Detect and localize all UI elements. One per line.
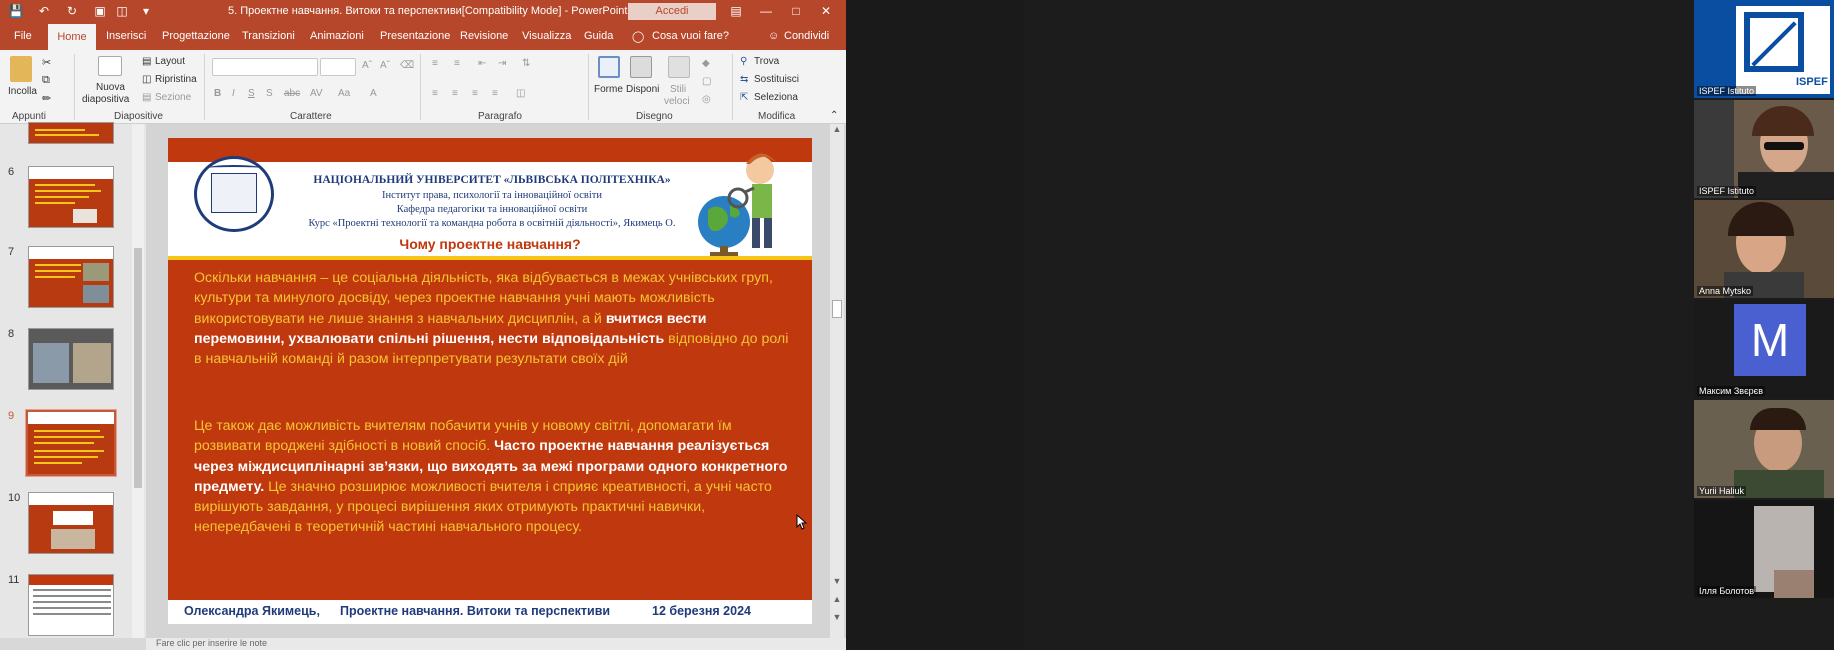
group-slides-label: Diapositive — [114, 111, 163, 122]
notes-placeholder[interactable]: Fare clic per inserire le note — [156, 638, 268, 648]
cut-icon[interactable]: ✂ — [42, 57, 52, 69]
participant-name: Ілля Болотов — [1699, 586, 1755, 596]
section-icon: ▤ — [142, 92, 152, 103]
share-icon: ☺ — [768, 30, 780, 42]
document-title: 5. Проектне навчання. Витоки та перспективи[Compatibility Mode] - PowerPoint — [228, 5, 628, 17]
previous-slide-icon[interactable]: ▲ — [832, 594, 842, 604]
slide-number: 7 — [8, 246, 15, 258]
font-size-box[interactable] — [320, 58, 356, 76]
replace-button[interactable]: Sostituisci — [754, 74, 800, 85]
shrink-font-icon[interactable]: Aˇ — [380, 60, 390, 71]
slide-thumbnails-pane — [0, 124, 146, 638]
slide-header — [168, 138, 812, 260]
slide-number: 6 — [8, 166, 15, 178]
p1-text-a: Оскільки навчання – це соціальна діяльність, яка відбувається в межах учнівських груп, культури та минулого досвіду, через проектне навчання учні мають можливість використовувати не лише знання з навчальних дисциплін, а й — [194, 270, 773, 327]
select-button[interactable]: Seleziona — [754, 92, 798, 103]
new-slide-label-2[interactable]: diapositiva — [82, 94, 130, 105]
participant-name: Anna Mytsko — [1699, 286, 1752, 296]
thumbnails-scrollbar[interactable] — [132, 124, 144, 638]
slide-scrollbar[interactable] — [830, 124, 844, 638]
tab-transitions[interactable]: Transizioni — [242, 30, 295, 42]
slide-number: 8 — [8, 328, 15, 340]
shape-outline-icon[interactable]: ▢ — [702, 76, 712, 87]
tab-insert[interactable]: Inserisci — [106, 30, 147, 42]
participant-name: Yurii Haliuk — [1699, 486, 1745, 496]
tab-design[interactable]: Progettazione — [162, 30, 230, 42]
justify-icon[interactable]: ≡ — [492, 88, 498, 99]
tell-me-box[interactable]: Cosa vuoi fare? — [652, 30, 730, 42]
reset-icon: ◫ — [142, 74, 152, 85]
paragraph-1 — [194, 268, 798, 369]
university-info-box — [296, 170, 688, 238]
slide-question-heading: Чому проектне навчання? — [399, 236, 581, 252]
group-drawing-label: Disegno — [636, 111, 673, 122]
slide-number: 11 — [8, 574, 20, 586]
participant-avatar: M — [1734, 304, 1806, 376]
font-name-box[interactable] — [212, 58, 318, 76]
participant-tile-yurii[interactable] — [1694, 400, 1834, 498]
slide-thumbnail-9[interactable] — [26, 410, 116, 476]
participant-name: ISPEF Istituto — [1699, 86, 1755, 96]
scroll-up-icon[interactable]: ▲ — [832, 124, 842, 134]
minimize-icon[interactable]: — — [760, 4, 772, 18]
layout-button[interactable]: Layout — [155, 56, 186, 67]
numbering-icon[interactable]: ≡ — [454, 58, 460, 69]
slide-number: 10 — [8, 492, 21, 504]
slideshow-icon[interactable]: ◫ — [116, 4, 128, 18]
copy-icon[interactable]: ⧉ — [42, 74, 50, 86]
p1-text-bold: вчитися вести перемовини, ухвалювати спільні рішення, нести відповідальність — [194, 310, 707, 347]
new-slide-label-1[interactable]: Nuova — [96, 82, 125, 93]
quick-styles-label-1[interactable]: Stili — [670, 84, 687, 95]
layout-icon: ▤ — [142, 56, 152, 67]
slide-thumbnail-10[interactable] — [28, 492, 114, 554]
institute-name: Інститут права, психології та інноваційної освіти — [382, 190, 602, 201]
paste-button[interactable]: Incolla — [8, 86, 37, 97]
undo-icon[interactable]: ↶ — [38, 4, 50, 18]
arrange-icon[interactable] — [630, 56, 652, 78]
shapes-icon[interactable] — [598, 56, 620, 78]
participant-tile-ispef[interactable] — [1694, 100, 1834, 198]
format-painter-icon[interactable]: ✏ — [42, 93, 52, 105]
group-editing-label: Modifica — [758, 111, 796, 122]
video-call-panel — [846, 0, 1828, 650]
close-icon[interactable]: ✕ — [820, 4, 832, 18]
italic-icon[interactable]: I — [232, 88, 235, 99]
grow-font-icon[interactable]: Aˆ — [362, 60, 372, 71]
participant-name: ISPEF Istituto — [1699, 186, 1755, 196]
participant-tile-illia[interactable] — [1694, 500, 1834, 598]
arrange-button[interactable]: Disponi — [626, 84, 660, 95]
find-button[interactable]: Trova — [754, 56, 780, 67]
slide-thumbnail-11[interactable] — [28, 574, 114, 636]
maximize-icon[interactable]: □ — [792, 4, 800, 18]
spacing-icon[interactable]: AV — [310, 88, 323, 99]
shapes-button[interactable]: Forme — [594, 84, 623, 95]
paste-icon[interactable] — [10, 56, 32, 82]
columns-icon[interactable]: ◫ — [516, 88, 526, 99]
tab-animations[interactable]: Animazioni — [310, 30, 364, 42]
slide-body — [168, 260, 812, 600]
university-name: НАЦІОНАЛЬНИЙ УНІВЕРСИТЕТ «ЛЬВІВСЬКА ПОЛІТЕХНІКА» — [313, 174, 671, 186]
strike-icon[interactable]: abc — [284, 88, 301, 99]
notes-pane[interactable] — [146, 638, 846, 650]
slide-thumbnail-7[interactable] — [28, 246, 114, 308]
ispef-logo: ISPEF — [1736, 6, 1830, 94]
footer-title: Проектне навчання. Витоки та перспективи — [340, 604, 611, 618]
footer-author: Олександра Якимець, — [184, 604, 320, 618]
group-clipboard-label: Appunti — [12, 111, 46, 122]
replace-icon: ⇆ — [740, 74, 749, 85]
select-icon: ⇱ — [740, 92, 749, 103]
presenter-icon[interactable]: ▣ — [94, 4, 106, 18]
course-name: Курс «Проектні технології та командна робота в освітній діяльності», Якимець О. — [308, 218, 676, 229]
bullets-icon[interactable]: ≡ — [432, 58, 438, 69]
align-center-icon[interactable]: ≡ — [452, 88, 458, 99]
bold-icon[interactable]: B — [214, 88, 222, 99]
p2-text-c: Це значно розширює можливості вчителя і сприяє креативності, а учні часто вирішують завдання, у процесі вирішення яких отримують практичні навички, непередбачені в теоретичній частині навчального процесу. — [194, 478, 772, 536]
reset-button[interactable]: Ripristina — [155, 74, 197, 85]
share-button[interactable]: Condividi — [784, 30, 830, 42]
next-slide-icon[interactable]: ▼ — [832, 612, 842, 622]
participant-tile-ispef-logo[interactable] — [1694, 0, 1834, 98]
powerpoint-window — [0, 0, 846, 650]
find-icon: ⚲ — [740, 56, 748, 67]
collapse-ribbon-icon[interactable]: ⌃ — [830, 110, 839, 121]
font-color-icon[interactable]: A — [370, 88, 377, 99]
shape-fill-icon[interactable]: ◆ — [702, 58, 710, 69]
indent-decrease-icon[interactable]: ⇤ — [478, 58, 487, 69]
quick-styles-label-2[interactable]: veloci — [664, 96, 690, 107]
align-right-icon[interactable]: ≡ — [472, 88, 478, 99]
participant-tile-maksym[interactable] — [1694, 300, 1834, 398]
group-paragraph-label: Paragrafo — [478, 111, 522, 122]
ribbon-display-icon[interactable]: ▤ — [730, 4, 742, 18]
tab-home[interactable]: Home — [48, 24, 96, 50]
quick-styles-icon[interactable] — [668, 56, 690, 78]
indent-increase-icon[interactable]: ⇥ — [498, 58, 507, 69]
save-icon[interactable]: 💾 — [8, 4, 24, 18]
tab-review[interactable]: Revisione — [460, 30, 509, 42]
slide-thumbnail-5[interactable] — [28, 122, 114, 144]
department-name: Кафедра педагогіки та інноваційної освіти — [396, 204, 588, 215]
scroll-down-icon[interactable]: ▼ — [832, 576, 842, 586]
paragraph-2 — [194, 416, 798, 538]
p2-text-a: Це також дає можливість вчителям побачити учнів у новому світлі, допомагати їм розвивати вроджені здібності в новий спосіб. — [194, 418, 732, 455]
section-button[interactable]: Sezione — [155, 92, 192, 103]
p1-text-c: відповідно до ролі в навчальній команді й разом інтерпретувати результати своїх дій — [194, 330, 789, 368]
clear-format-icon[interactable]: ⌫ — [400, 60, 415, 71]
ribbon — [0, 50, 846, 124]
line-spacing-icon[interactable]: ⇅ — [522, 58, 531, 69]
slide-number: 9 — [8, 410, 15, 422]
slide-footer — [168, 600, 812, 624]
shadow-icon[interactable]: S — [266, 88, 273, 99]
university-logo — [194, 156, 274, 232]
redo-icon[interactable]: ↻ — [66, 4, 78, 18]
slide-thumbnail-6[interactable] — [28, 166, 114, 228]
ribbon-tabs — [0, 24, 846, 50]
thumbnails-scroll-thumb[interactable] — [134, 248, 142, 488]
new-slide-icon[interactable] — [98, 56, 122, 76]
current-slide[interactable] — [168, 138, 812, 624]
footer-date: 12 березня 2024 — [652, 604, 751, 618]
tab-file[interactable]: File — [14, 30, 32, 42]
mouse-pointer-icon — [796, 514, 808, 530]
participant-tile-anna[interactable] — [1694, 200, 1834, 298]
shape-effects-icon[interactable]: ◎ — [702, 94, 711, 105]
align-left-icon[interactable]: ≡ — [432, 88, 438, 99]
participant-name: Максим Звєрєв — [1699, 386, 1764, 396]
tab-view[interactable]: Visualizza — [522, 30, 572, 42]
group-font-label: Carattere — [290, 111, 332, 122]
case-icon[interactable]: Aa — [338, 88, 351, 99]
signin-button[interactable]: Accedi — [628, 3, 716, 20]
slide-thumbnail-8[interactable] — [28, 328, 114, 390]
customize-icon[interactable]: ▾ — [142, 4, 150, 18]
tab-help[interactable]: Guida — [584, 30, 614, 42]
lightbulb-icon: ◯ — [632, 31, 645, 43]
slide-scroll-thumb[interactable] — [832, 300, 842, 318]
p2-text-bold: Часто проектне навчання реалізується через міждисциплінарні зв’язки, що виходять за межі програми одного конкретного предмету. — [194, 438, 788, 495]
title-bar — [0, 0, 846, 24]
underline-icon[interactable]: S — [248, 88, 255, 99]
tab-slideshow[interactable]: Presentazione — [380, 30, 451, 42]
